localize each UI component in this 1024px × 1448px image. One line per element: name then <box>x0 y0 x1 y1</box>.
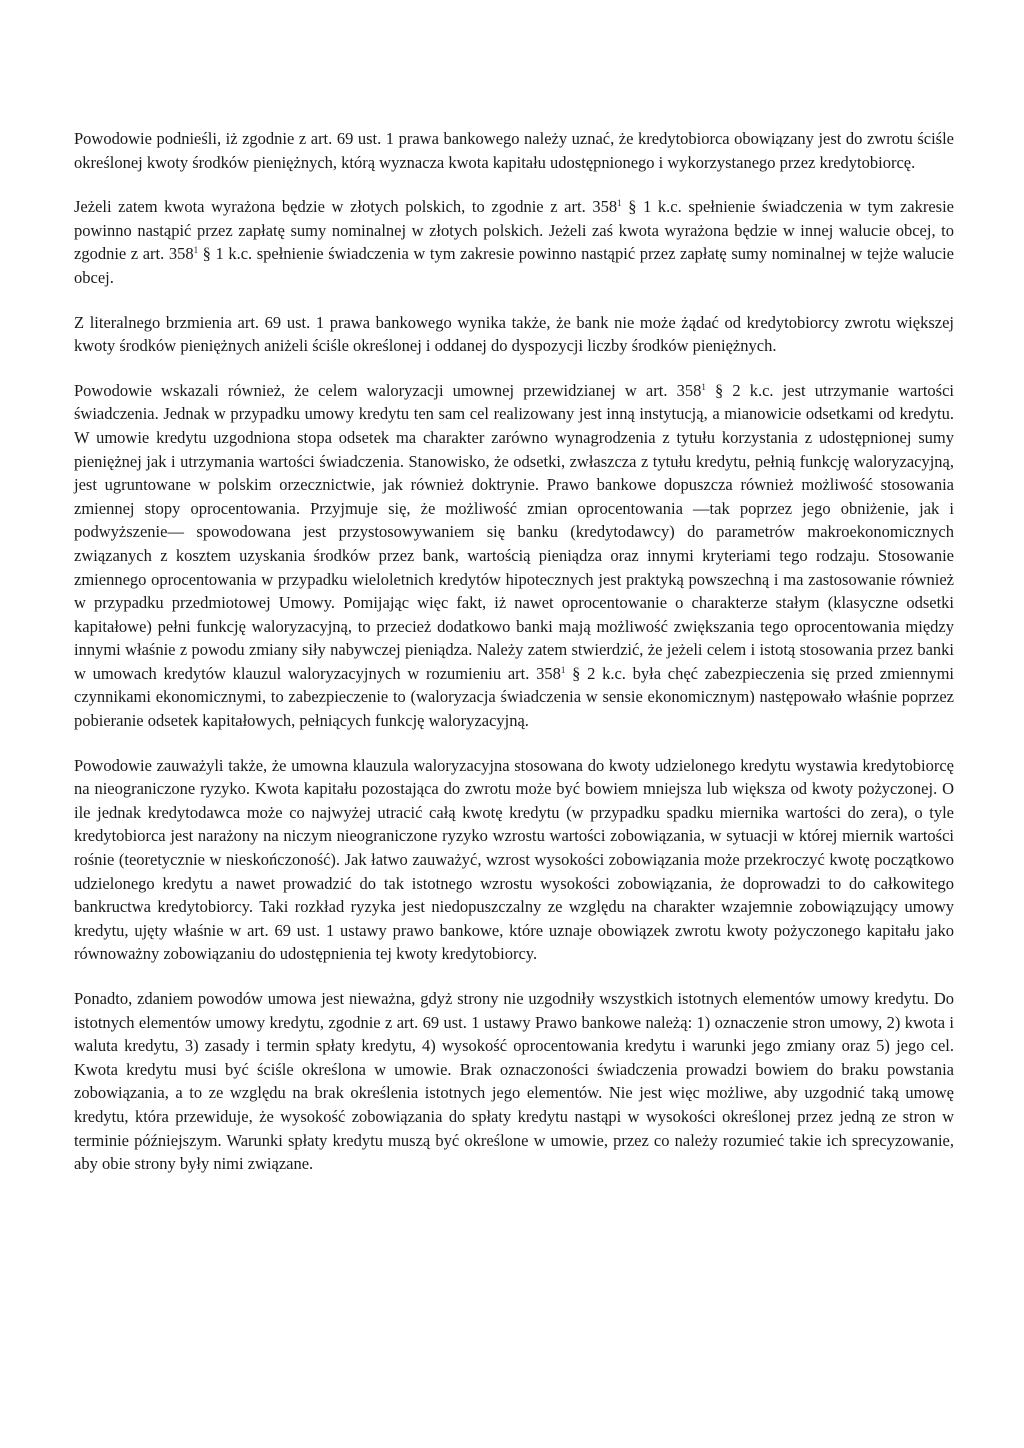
paragraph-text: Ponadto, zdaniem powodów umowa jest nieważna, gdyż strony nie uzgodniły wszystkich istotnych elementów umowy kredytu. Do istotnych elementów umowy kredytu, zgodnie z art. 69 ust. 1 ustawy Prawo bankowe należą: 1) oznaczenie stron umowy, 2) kwota i waluta kredytu, 3) zasady i termin spłaty kredytu, 4) wysokość oprocentowania kredytu i warunki jego zmiany oraz 5) jego cel. Kwota kredytu musi być ściśle określona w umowie. Brak oznaczoności świadczenia prowadzi bowiem do braku powstania zobowiązania, a to ze względu na brak określenia istotnych jego elementów. Nie jest więc możliwe, aby uzgodnić taką umowę kredytu, która przewiduje, że wysokość zobowiązania do spłaty kredytu nastąpi w wysokości określonej przez jedną ze stron w terminie późniejszym. Warunki spłaty kredytu muszą być określone w umowie, przez co należy rozumieć takie ich sprecyzowanie, aby obie strony były nimi związane. <box>74 989 954 1174</box>
superscript: 1 <box>560 664 566 675</box>
paragraph-text: § 2 k.c. jest utrzymanie wartości świadczenia. Jednak w przypadku umowy kredytu ten sam cel realizowany jest inną instytucją, a mianowicie odsetkami od kredytu. W umowie kredytu uzgodniona stopa odsetek ma charakter zarówno wynagrodzenia z tytułu korzystania z udostępnionej sumy pieniężnej jak i utrzymania wartości świadczenia. Stanowisko, że odsetki, zwłaszcza z tytułu kredytu, pełnią funkcję waloryzacyjną, jest ugruntowane w polskim orzecznictwie, jak również doktrynie. Prawo bankowe dopuszcza również możliwość stosowania zmiennej stopy oprocentowania. Przyjmuje się, że możliwość zmian oprocentowania —tak poprzez jego obniżenie, jak i podwyższenie— spowodowana jest przystosowywaniem się banku (kredytodawcy) do parametrów makroekonomicznych związanych z kosztem uzyskania środków przez bank, wartością pieniądza oraz innymi kryteriami tego rodzaju. Stosowanie zmiennego oprocentowania w przypadku wieloletnich kredytów hipotecznych jest praktyką powszechną i ma zastosowanie również w przypadku przedmiotowej Umowy. Pomijając więc fakt, iż nawet oprocentowanie o charakterze stałym (klasyczne odsetki kapitałowe) pełni funkcję waloryzacyjną, to przecież dodatkowo banki mają możliwość zwiększania tego oprocentowania między innymi właśnie z powodu zmiany siły nabywczej pieniądza. Należy zatem stwierdzić, że jeżeli celem i istotą stosowania przez banki w umowach kredytów klauzul waloryzacyjnych w rozumieniu art. 358 <box>74 380 954 683</box>
paragraph <box>74 754 954 966</box>
paragraph <box>74 987 954 1176</box>
paragraph-text: Powodowie podnieśli, iż zgodnie z art. 69 ust. 1 prawa bankowego należy uznać, że kredytobiorca obowiązany jest do zwrotu ściśle określonej kwoty środków pieniężnych, którą wyznacza kwota kapitału udostępnionego i wykorzystanego przez kredytobiorcę. <box>74 129 954 172</box>
paragraph <box>74 311 954 358</box>
paragraph <box>74 379 954 733</box>
paragraph-text: Z literalnego brzmienia art. 69 ust. 1 prawa bankowego wynika także, że bank nie może żądać od kredytobiorcy zwrotu większej kwoty środków pieniężnych aniżeli ściśle określonej i oddanej do dyspozycji liczby środków pieniężnych. <box>74 312 954 356</box>
paragraph <box>74 195 954 289</box>
paragraph-text: Jeżeli zatem kwota wyrażona będzie w złotych polskich, to zgodnie z art. 358 <box>74 197 618 217</box>
document-page <box>74 127 954 1197</box>
paragraph-text: § 1 k.c. spełnienie świadczenia w tym zakresie powinno nastąpić przez zapłatę sumy nominalnej w tejże walucie obcej. <box>74 244 954 287</box>
superscript: 1 <box>193 245 199 256</box>
paragraph-text: Powodowie wskazali również, że celem waloryzacji umownej przewidzianej w art. 358 <box>74 380 702 400</box>
paragraph-text: § 1 k.c. spełnienie świadczenia w tym zakresie powinno nastąpić przez zapłatę sumy nominalnej w złotych polskich. Jeżeli zaś kwota wyrażona będzie w innej walucie obcej, to zgodnie z art. 358 <box>74 197 954 264</box>
superscript: 1 <box>617 198 622 209</box>
paragraph <box>74 127 954 174</box>
superscript: 1 <box>701 381 706 392</box>
paragraph-text: Powodowie zauważyli także, że umowna klauzula waloryzacyjna stosowana do kwoty udzielonego kredytu wystawia kredytobiorcę na nieograniczone ryzyko. Kwota kapitału pozostająca do zwrotu może być bowiem mniejsza lub większa od kwoty pożyczonej. O ile jednak kredytodawca może co najwyżej utracić całą kwotę kredytu (w przypadku spadku miernika wartości do zera), o tyle kredytobiorca jest narażony na niczym nieograniczone ryzyko wzrostu wartości zobowiązania, w sytuacji w której miernik wartości rośnie (teoretycznie w nieskończoność). Jak łatwo zauważyć, wzrost wysokości zobowiązania może przekroczyć kwotę początkowo udzielonego kredytu a nawet prowadzić do tak istotnego wzrostu wysokości zobowiązania, że doprowadzi to do całkowitego bankructwa kredytobiorcy. Taki rozkład ryzyka jest niedopuszczalny ze względu na charakter wzajemnie zobowiązujący umowy kredytu, ujęty właśnie w art. 69 ust. 1 ustawy prawo bankowe, które uznaje obowiązek zwrotu kwoty pożyczonego kapitału jako równoważny zobowiązaniu do udostępnienia tej kwoty kredytobiorcy. <box>74 755 954 964</box>
paragraph-text: § 2 k.c. była chęć zabezpieczenia się przed zmiennymi czynnikami ekonomicznymi, to zabezpieczenie to (waloryzacja świadczenia w sensie ekonomicznym) następowało właśnie poprzez pobieranie odsetek kapitałowych, pełniących funkcję waloryzacyjną. <box>74 663 954 731</box>
